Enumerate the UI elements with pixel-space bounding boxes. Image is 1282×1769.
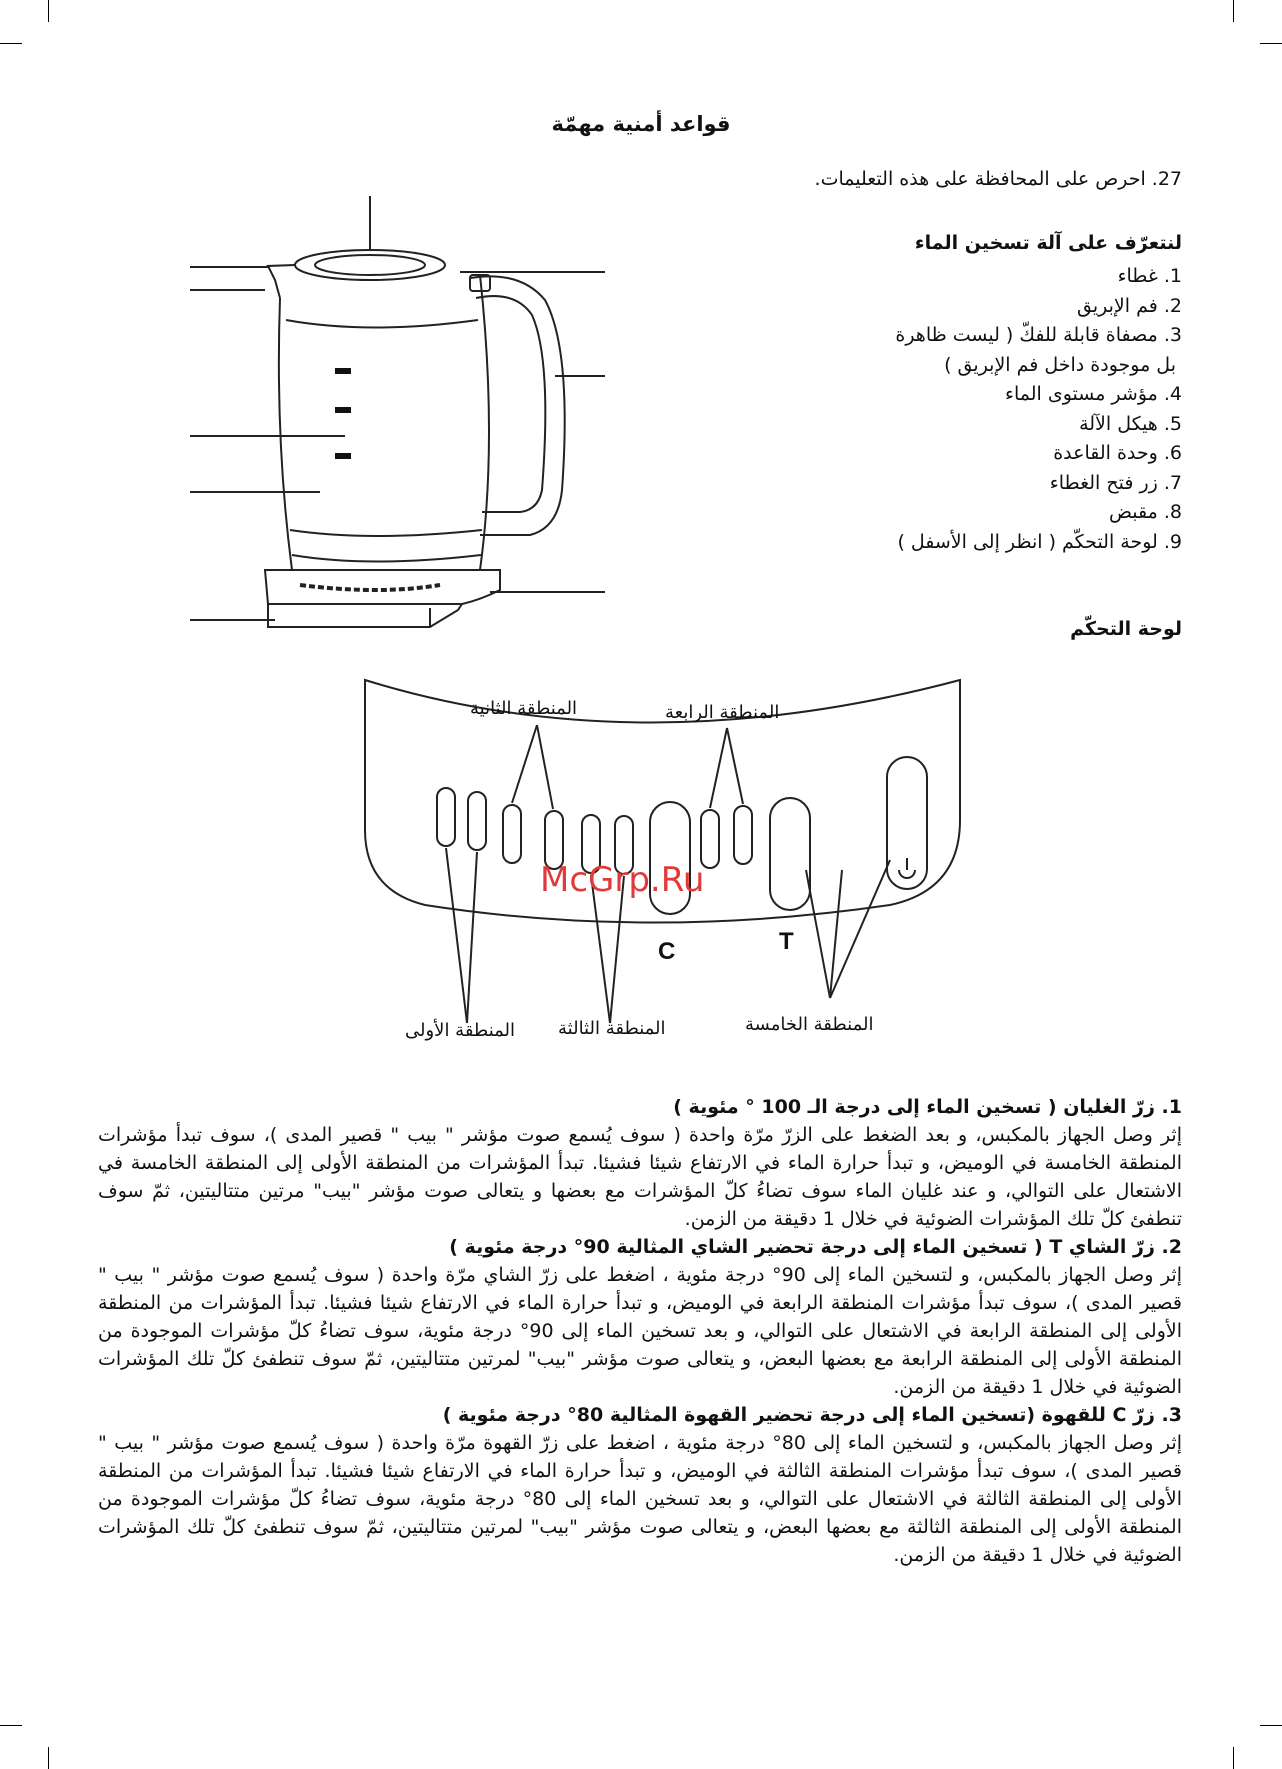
zone-2-label: المنطقة الثانية <box>470 698 578 719</box>
instruction-body: إثر وصل الجهاز بالمكبس، و بعد الضغط على الزرّ مرّة واحدة ( سوف يُسمع صوت مؤشر " بيب " قصير المدى )، سوف تبدأ مؤشرات المنطقة الخامسة في الوميض، و تبدأ حرارة الماء في الارتفاع شيئا فشيئا. تبدأ المؤشرات من المنطقة الأولى إلى المنطقة الخامسة في الاشتعال على التوالي، و عند غليان الماء سوف تضاءُ كلّ المؤشرات مع بعضها و يتعالى صوت مؤشر "بيب" مرتين متتاليتين، ثمّ سوف تنطفئ كلّ تلك المؤشرات الضوئية في خلال 1 دقيقة من الزمن. <box>98 1124 1182 1230</box>
zone-4-label: المنطقة الرابعة <box>665 702 780 723</box>
list-item: بل موجودة داخل فم الإبريق ) <box>944 353 1176 376</box>
parts-heading: لنتعرّف على آلة تسخين الماء <box>914 232 1182 254</box>
instruction-heading: 2. زرّ الشاي T ( تسخين الماء إلى درجة تحضير الشاي المثالية 90° درجة مئوية ) <box>449 1236 1182 1258</box>
crop-mark <box>48 0 49 22</box>
list-item: 7. زر فتح الغطاء <box>1049 471 1182 494</box>
tea-button-letter: T <box>779 928 794 955</box>
control-panel-diagram <box>350 670 990 1030</box>
zone-5-label: المنطقة الخامسة <box>745 1014 874 1035</box>
crop-mark <box>0 43 22 44</box>
crop-mark <box>0 1725 22 1726</box>
zone-3-label: المنطقة الثالثة <box>558 1018 666 1039</box>
zone-1-label: المنطقة الأولى <box>405 1020 516 1041</box>
watermark: McGrp.Ru <box>540 860 705 900</box>
crop-mark <box>1260 43 1282 44</box>
instruction-heading: 3. زرّ C للقهوة (تسخين الماء إلى درجة تحضير القهوة المثالية 80° درجة مئوية ) <box>442 1404 1182 1426</box>
parts-list <box>742 262 1182 557</box>
rule-27: 27. احرص على المحافظة على هذه التعليمات. <box>814 168 1182 190</box>
list-item: 9. لوحة التحكّم ( انظر إلى الأسفل ) <box>897 530 1182 553</box>
coffee-button-letter: C <box>658 938 676 965</box>
crop-mark <box>1260 1725 1282 1726</box>
list-item: 2. فم الإبريق <box>1077 294 1182 317</box>
crop-mark <box>1233 0 1234 22</box>
list-item: 4. مؤشر مستوى الماء <box>1005 383 1182 405</box>
instruction-body: إثر وصل الجهاز بالمكبس، و لتسخين الماء إلى 90° درجة مئوية ، اضغط على زرّ الشاي مرّة واحدة ( سوف يُسمع صوت مؤشر " بيب " قصير المدى )، سوف تبدأ مؤشرات المنطقة الرابعة في الوميض، و تبدأ حرارة الماء في الارتفاع شيئا فشيئا. تبدأ المؤشرات من المنطقة الأولى إلى المنطقة الرابعة في الاشتعال على التوالي، و بعد تسخين الماء إلى 90° درجة مئوية، سوف تضاءُ كلّ مؤشرات الموجودة من المنطقة الأولى إلى المنطقة الرابعة مع بعضها البعض، و يتعالى صوت مؤشر "بيب" لمرتين متتاليتين، ثمّ سوف تنطفئ كلّ تلك المؤشرات الضوئية في خلال 1 دقيقة من الزمن. <box>98 1264 1182 1398</box>
instructions <box>98 1093 1182 1569</box>
crop-mark <box>1233 1747 1234 1769</box>
control-panel-heading: لوحة التحكّم <box>1070 618 1182 640</box>
crop-mark <box>48 1747 49 1769</box>
list-item: 3. مصفاة قابلة للفكّ ( ليست ظاهرة <box>895 324 1182 346</box>
kettle-illustration <box>180 190 620 650</box>
instruction-heading: 1. زرّ الغليان ( تسخين الماء إلى درجة الـ 100 ° مئوية ) <box>673 1096 1182 1118</box>
instruction-body: إثر وصل الجهاز بالمكبس، و لتسخين الماء إلى 80° درجة مئوية ، اضغط على زرّ القهوة مرّة واحدة ( سوف يُسمع صوت مؤشر " بيب " قصير المدى )، سوف تبدأ مؤشرات المنطقة الثالثة في الوميض، و تبدأ حرارة الماء في الارتفاع شيئا فشيئا. تبدأ المؤشرات من المنطقة الأولى إلى المنطقة الثالثة في الاشتعال على التوالي، و بعد تسخين الماء إلى 80° درجة مئوية، سوف تضاءُ كلّ مؤشرات الموجودة من المنطقة الأولى إلى المنطقة الثالثة مع بعضها البعض، و يتعالى صوت مؤشر "بيب" لمرتين متتاليتين، ثمّ سوف تنطفئ كلّ تلك المؤشرات الضوئية في خلال 1 دقيقة من الزمن. <box>98 1432 1182 1566</box>
list-item: 1. غطاء <box>1117 265 1182 287</box>
page-title: قواعد أمنية مهمّة <box>551 112 731 136</box>
list-item: 8. مقبض <box>1109 501 1182 523</box>
list-item: 5. هيكل الآلة <box>1079 412 1182 435</box>
list-item: 6. وحدة القاعدة <box>1053 442 1182 464</box>
